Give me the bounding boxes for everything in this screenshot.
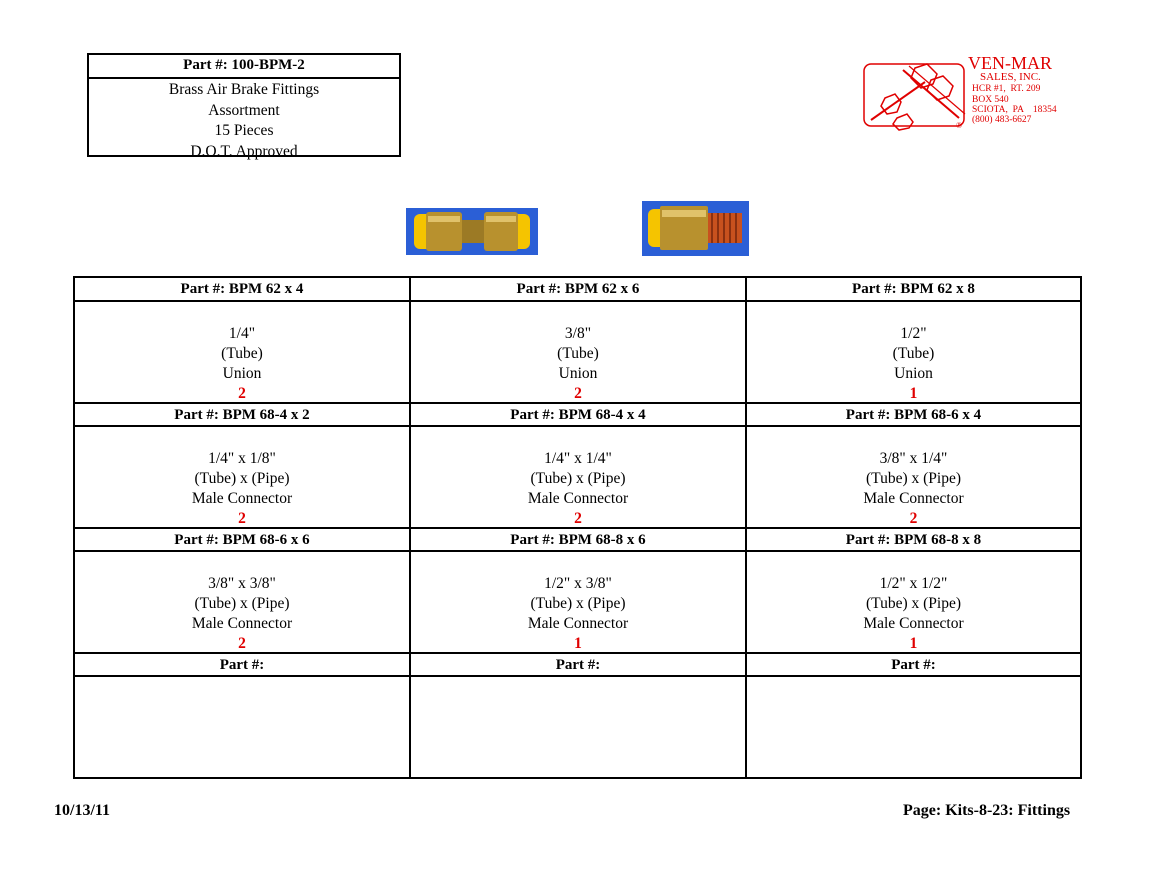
- footer-page-label: Page: Kits-8-23: Fittings: [903, 802, 1071, 819]
- part-size: 3/8": [564, 325, 592, 342]
- part-size: 1/2": [900, 325, 927, 342]
- part-type: (Tube) x (Pipe): [865, 470, 961, 487]
- part-type: (Tube) x (Pipe): [194, 470, 290, 487]
- kit-part-number: Part #: 100-BPM-2: [89, 55, 399, 79]
- male-connector-photo: [642, 201, 749, 256]
- part-quantity: 2: [574, 385, 582, 402]
- part-number-cell: Part #: BPM 68-6 x 4: [845, 407, 982, 423]
- part-detail-cell: [75, 552, 409, 653]
- logo-phone: (800) 483-6627: [972, 115, 1032, 125]
- svg-text:®: ®: [956, 121, 963, 130]
- logo-address-line: SCIOTA, PA 18354: [972, 105, 1057, 115]
- part-size: 1/2" x 3/8": [544, 575, 612, 592]
- logo-company-name: VEN-MAR: [968, 53, 1052, 73]
- part-size: 1/4" x 1/4": [544, 450, 612, 467]
- part-quantity: 2: [574, 510, 582, 527]
- part-type: (Tube) x (Pipe): [530, 470, 626, 487]
- part-description: Male Connector: [527, 615, 629, 632]
- part-detail-cell: [411, 302, 745, 403]
- part-type: (Tube): [557, 345, 599, 362]
- part-number-cell: Part #: BPM 62 x 8: [852, 281, 975, 297]
- part-description: Union: [894, 365, 933, 382]
- part-size: 1/4" x 1/8": [208, 450, 276, 467]
- logo-address-line: BOX 540: [972, 95, 1009, 105]
- part-number-cell: Part #: BPM 68-8 x 6: [510, 532, 646, 548]
- logo-company-sub: SALES, INC.: [980, 71, 1041, 83]
- part-detail-cell: [747, 552, 1080, 653]
- part-size: 3/8" x 1/4": [879, 450, 948, 467]
- part-size: 1/4": [228, 325, 256, 342]
- part-type: (Tube) x (Pipe): [194, 595, 290, 612]
- part-type: (Tube): [221, 345, 263, 362]
- part-number-cell: Part #: BPM 68-8 x 8: [845, 532, 982, 548]
- part-size: 1/2" x 1/2": [879, 575, 948, 592]
- part-size: 3/8" x 3/8": [208, 575, 276, 592]
- part-number-cell: Part #: BPM 68-6 x 6: [174, 532, 310, 548]
- kit-description-line: Assortment: [208, 101, 280, 119]
- part-description: Male Connector: [191, 615, 293, 632]
- kit-description-line: D.O.T. Approved: [190, 142, 298, 160]
- part-description: Male Connector: [863, 615, 964, 632]
- footer-date: 10/13/11: [54, 802, 111, 819]
- union-fitting-photo: [406, 208, 538, 255]
- company-logo: [863, 53, 1093, 136]
- part-detail-cell: [411, 552, 745, 653]
- part-quantity: 2: [238, 385, 246, 402]
- kit-description-line: Brass Air Brake Fittings: [168, 81, 320, 98]
- part-type: (Tube): [892, 345, 935, 362]
- part-quantity: 2: [238, 635, 246, 652]
- part-type: (Tube) x (Pipe): [865, 595, 961, 612]
- brass-union-icon: [406, 208, 538, 255]
- parts-table: [73, 276, 1082, 779]
- part-number-cell: Part #: BPM 62 x 4: [180, 281, 304, 297]
- part-number-cell: Part #: BPM 68-4 x 4: [510, 407, 646, 423]
- part-number-cell: Part #: BPM 62 x 6: [516, 281, 640, 297]
- part-type: (Tube) x (Pipe): [530, 595, 626, 612]
- part-number-cell: Part #: BPM 68-4 x 2: [174, 407, 310, 423]
- kit-description: [89, 79, 399, 162]
- part-quantity: 1: [909, 385, 918, 402]
- kit-description-line: 15 Pieces: [214, 122, 274, 139]
- part-quantity: 2: [909, 510, 918, 527]
- kit-header-box: [87, 53, 401, 160]
- part-number-cell: Part #:: [219, 657, 265, 673]
- part-number-cell: Part #:: [555, 657, 601, 673]
- part-description: Male Connector: [863, 490, 964, 507]
- part-number-cell: Part #:: [891, 657, 936, 673]
- part-quantity: 2: [238, 510, 246, 527]
- part-detail-cell: [747, 427, 1080, 528]
- part-detail-cell: [411, 427, 745, 528]
- part-description: Union: [558, 365, 598, 382]
- part-detail-cell: [75, 427, 409, 528]
- logo-address-line: HCR #1, RT. 209: [972, 84, 1041, 94]
- part-description: Male Connector: [527, 490, 629, 507]
- part-detail-cell: [75, 302, 409, 403]
- part-quantity: 1: [909, 635, 918, 652]
- part-quantity: 1: [574, 635, 582, 652]
- brass-male-connector-icon: [642, 201, 749, 256]
- part-description: Union: [222, 365, 262, 382]
- part-detail-cell: [747, 302, 1080, 403]
- part-description: Male Connector: [191, 490, 293, 507]
